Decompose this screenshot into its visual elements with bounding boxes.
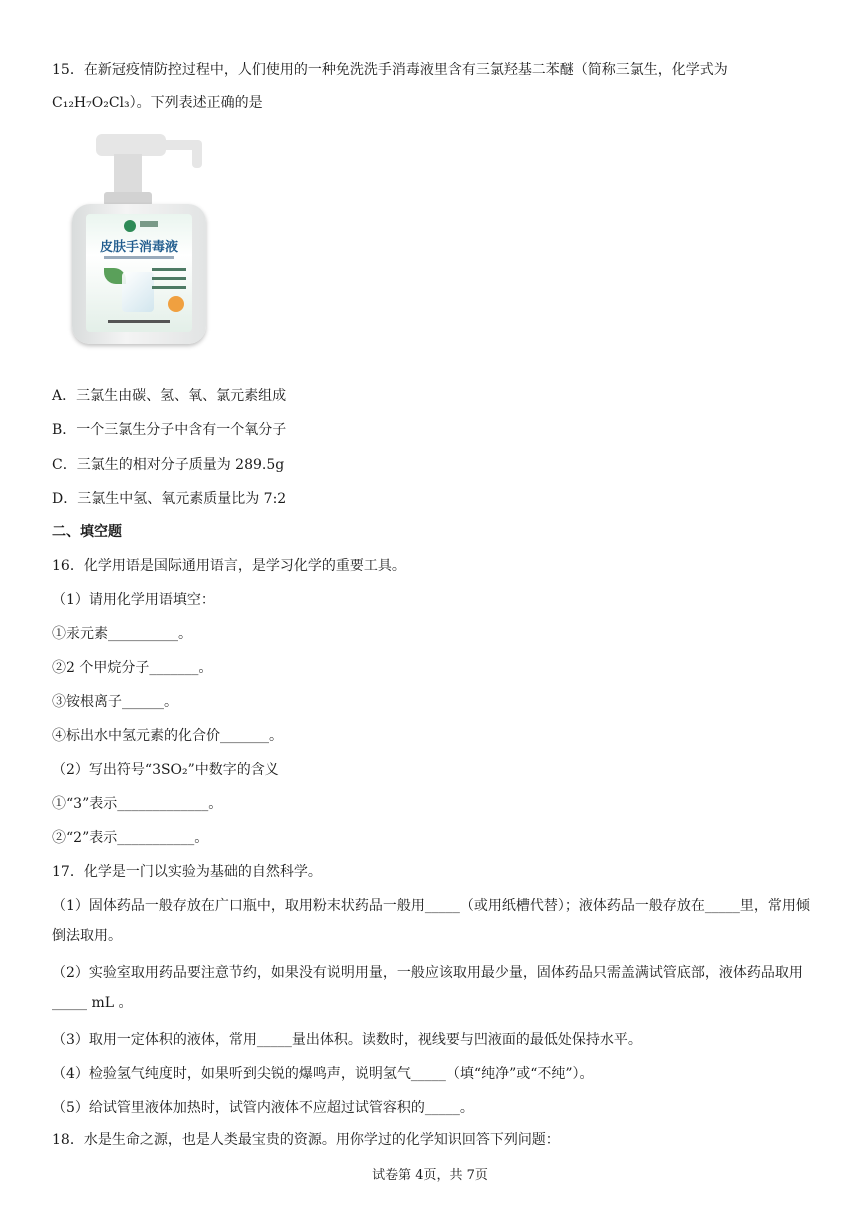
- q17-part3: （3）取用一定体积的液体，常用_____量出体积。读数时，视线要与凹液面的最低处保持水平。: [52, 1032, 642, 1048]
- q16-part2: （2）写出符号“3SO₂”中数字的含义: [52, 762, 279, 778]
- q17-part2: （2）实验室取用药品要注意节约，如果没有说明用量，一般应该取用最少量，固体药品只需盖满试管底部，液体药品取用_____ mL 。: [52, 965, 803, 1011]
- q17-stem: 17．化学是一门以实验为基础的自然科学。: [52, 864, 322, 880]
- q15-stem-line2: C₁₂H₇O₂Cl₃）。下列表述正确的是: [52, 95, 263, 111]
- bottle-label-title: 皮肤手消毒液: [99, 240, 178, 255]
- ice-cube-icon: [122, 272, 154, 312]
- orange-seal-icon: [168, 296, 184, 312]
- section-title: 二、填空题: [52, 524, 122, 540]
- q15-option-a: A．三氯生由碳、氢、氧、氯元素组成: [52, 388, 287, 404]
- q16-part1: （1）请用化学用语填空：: [52, 592, 215, 608]
- q15-option-c: C．三氯生的相对分子质量为 289.5g: [52, 457, 285, 473]
- q17-part5: （5）给试管里液体加热时，试管内液体不应超过试管容积的_____。: [52, 1100, 474, 1116]
- q15-option-d: D．三氯生中氢、氧元素质量比为 7:2: [52, 491, 287, 507]
- page-footer: 试卷第 4页，共 7页: [372, 1168, 488, 1183]
- q16-item-2: ②“2”表示___________。: [52, 830, 209, 846]
- brand-logo-icon: [124, 220, 136, 232]
- q16-stem: 16．化学用语是国际通用语言，是学习化学的重要工具。: [52, 558, 406, 574]
- q16-item-3: ①“3”表示_____________。: [52, 796, 223, 812]
- q16-item-mercury: ①汞元素__________。: [52, 626, 192, 642]
- q16-item-valence: ④标出水中氢元素的化合价_______。: [52, 728, 283, 744]
- hand-sanitizer-image: [66, 128, 216, 350]
- q16-item-methane: ②2 个甲烷分子_______。: [52, 660, 213, 676]
- q15-stem-line1: 15．在新冠疫情防控过程中，人们使用的一种免洗洗手消毒液里含有三氯羟基二苯醚（简称三氯生，化学式为: [52, 62, 728, 78]
- q18-stem: 18．水是生命之源，也是人类最宝贵的资源。用你学过的化学知识回答下列问题：: [52, 1132, 560, 1148]
- q17-part1: （1）固体药品一般存放在广口瓶中，取用粉末状药品一般用_____（或用纸槽代替）；液体药品一般存放在_____里，常用倾倒法取用。: [52, 898, 810, 944]
- q17-part4: （4）检验氢气纯度时，如果听到尖锐的爆鸣声，说明氢气_____（填“纯净”或“不纯”）。: [52, 1066, 594, 1082]
- q16-item-ammonium: ③铵根离子______。: [52, 694, 178, 710]
- q15-option-b: B．一个三氯生分子中含有一个氧分子: [52, 422, 287, 438]
